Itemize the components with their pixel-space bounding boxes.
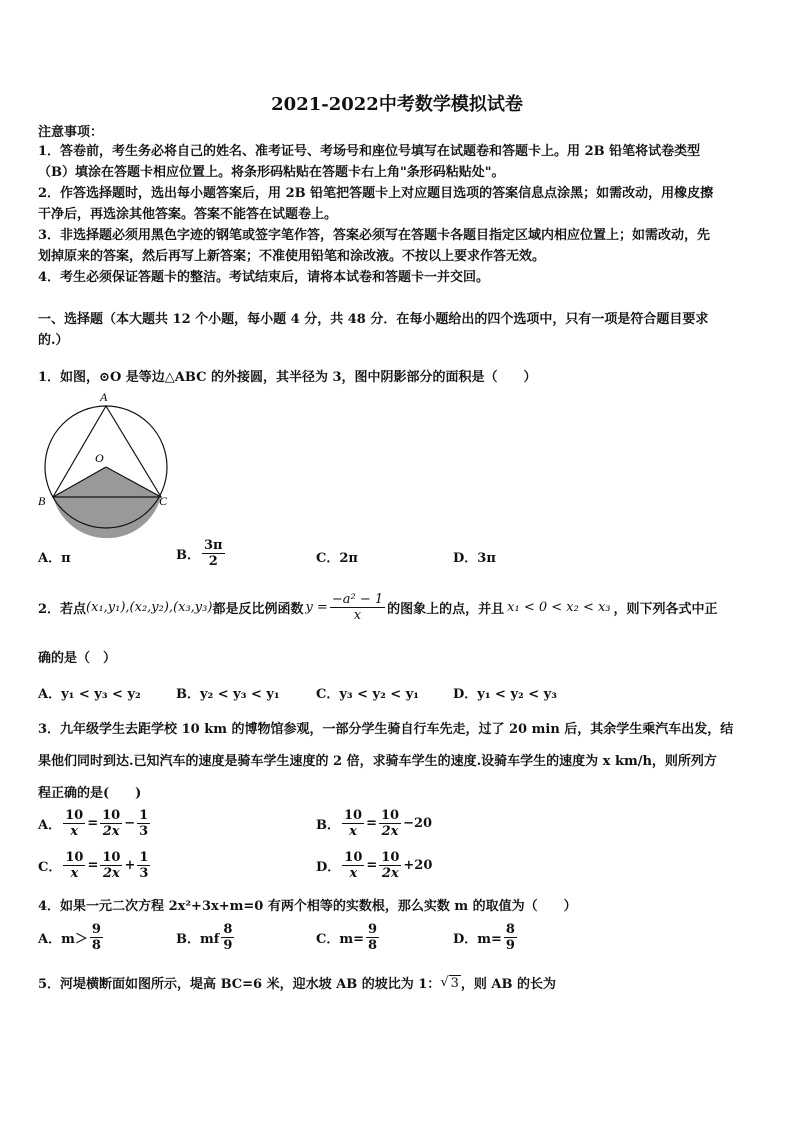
option-label: D．m=: [453, 932, 502, 947]
q1-option-b: [176, 538, 227, 569]
shaded-triangle: [53, 467, 161, 497]
notice-heading: 注意事项：: [38, 125, 104, 140]
q1-option-d: D．3π: [453, 551, 496, 566]
q4-option-d: D．m= $\frac{8}{9}$: [453, 922, 515, 953]
q4-option-c: C．m= $\frac{9}{8}$: [316, 922, 378, 953]
q2-condition: x₁ < 0 < x₂ < x₃: [507, 600, 611, 615]
q4-option-a: A．m＞ $\frac{9}{8}$: [38, 922, 101, 953]
fraction-denominator: 2: [208, 554, 218, 569]
option-label: C．: [38, 860, 62, 875]
option-label: B．mf: [176, 932, 220, 947]
notice-line: 4．考生必须保证答题卡的整洁。考试结束后，请将本试卷和答题卡一并交回。: [38, 270, 490, 285]
page-title: 2021-2022中考数学模拟试卷: [271, 94, 523, 115]
q1-option-c: C．2π: [316, 551, 358, 566]
q3-stem-line3: 程正确的是( ): [38, 786, 142, 801]
q5-end: ，则 AB 的长为: [460, 977, 557, 992]
notice-line: 划掉原来的答案，然后再写上新答案；不准使用铅笔和涂改液。不按以上要求作答无效。: [38, 249, 546, 264]
option-label: B．: [316, 818, 340, 833]
section-heading: 一、选择题（本大题共 12 个小题，每小题 4 分，共 48 分．在每小题给出的四个选项中，只有一项是符合题目要求: [38, 312, 709, 327]
q4-stem: 4．如果一元二次方程 2x²+3x+m=0 有两个相等的实数根，那么实数 m 的取值为（ ）: [38, 899, 577, 914]
q3-option-d: D． $\frac{10}{x}$ = $\frac{10}{2x}$ + 20: [316, 850, 433, 881]
q4-option-b: B．mf $\frac{8}{9}$: [176, 922, 233, 953]
shaded-segment: [53, 497, 161, 538]
option-label: A．: [38, 818, 62, 833]
fraction-numerator: −a² − 1: [331, 592, 384, 607]
notice-line: 2．作答选择题时，选出每小题答案后，用 2B 铅笔把答题卡上对应题目选项的答案信息点涂黑；如需改动，用橡皮擦: [38, 186, 714, 201]
q3-stem-line2: 果他们同时到达.已知汽车的速度是骑车学生速度的 2 倍，求骑车学生的速度.设骑车学生的速度为 x km/h，则所列方: [38, 754, 717, 769]
label-c: C: [159, 494, 168, 508]
q2-func-lhs: y =: [305, 600, 328, 615]
q3-option-c: C． $\frac{10}{x}$ = $\frac{10}{2x}$ + $\frac{1}{3}$: [38, 850, 149, 881]
option-label: D．: [316, 860, 341, 875]
q1-option-a: A．π: [38, 551, 71, 566]
fraction-numerator: 3π: [204, 538, 223, 553]
notice-line: 3．非选择题必须用黑色字迹的钢笔或签字笔作答，答案必须写在答题卡各题目指定区域内相应位置上；如需改动，先: [38, 228, 711, 243]
q2-func-fraction: [330, 592, 385, 623]
q1-option-b-fraction: [202, 538, 225, 569]
q2-end: ，则下列各式中正: [613, 602, 718, 617]
q1-stem: 1．如图，⊙O 是等边△ABC 的外接圆，其半径为 3，图中阴影部分的面积是（ ）: [38, 370, 537, 385]
q5-sqrt: 3: [450, 975, 459, 991]
q2-option-d: D．y₁ < y₂ < y₃: [453, 687, 557, 702]
q2-prefix: 2．若点: [38, 602, 87, 617]
fraction-denominator: x: [353, 608, 362, 623]
label-b: B: [38, 494, 46, 508]
q3-option-b: B． $\frac{10}{x}$ = $\frac{10}{2x}$ − 20: [316, 808, 433, 839]
notice-line: 1．答卷前，考生务必将自己的姓名、准考证号、考场号和座位号填写在试题卷和答题卡上。用 2B 铅笔将试卷类型: [38, 144, 701, 159]
q3-stem-line1: 3．九年级学生去距学校 10 km 的博物馆参观，一部分学生骑自行车先走，过了 20 min 后，其余学生乘汽车出发，结: [38, 722, 734, 737]
q1-figure: [36, 390, 186, 540]
q2-mid: 都是反比例函数: [212, 602, 304, 617]
q1-option-b-label: B．: [176, 548, 200, 563]
option-label: A．m＞: [38, 932, 88, 947]
q2-mid2: 的图象上的点，并且: [387, 602, 505, 617]
q2-stem: [38, 592, 718, 623]
notice-line: （B）填涂在答题卡相应位置上。将条形码粘贴在答题卡右上角"条形码粘贴处"。: [38, 165, 505, 180]
q2-option-b: B．y₂ < y₃ < y₁: [176, 687, 280, 702]
q3-option-a: A． $\frac{10}{x}$ = $\frac{10}{2x}$ − $\frac{1}{3}$: [38, 808, 149, 839]
label-o: O: [95, 451, 104, 465]
q2-stem-cont: 确的是（ ）: [38, 651, 117, 666]
section-heading-cont: 的.）: [38, 333, 69, 348]
notice-line: 干净后，再选涂其他答案。答案不能答在试题卷上。: [38, 207, 338, 222]
q2-option-c: C．y₃ < y₂ < y₁: [316, 687, 419, 702]
q5-stem: 5．河堤横断面如图所示，堤高 BC=6 米，迎水坡 AB 的坡比为 1： √ 3 ，则 AB 的长为: [38, 975, 557, 992]
label-a: A: [100, 390, 108, 404]
q2-option-a: A．y₁ < y₃ < y₂: [38, 687, 141, 702]
q5-prefix: 5．河堤横断面如图所示，堤高 BC=6 米，迎水坡 AB 的坡比为 1：: [38, 977, 441, 992]
option-label: C．m=: [316, 932, 364, 947]
q2-points: (x₁,y₁),(x₂,y₂),(x₃,y₃): [86, 600, 213, 615]
